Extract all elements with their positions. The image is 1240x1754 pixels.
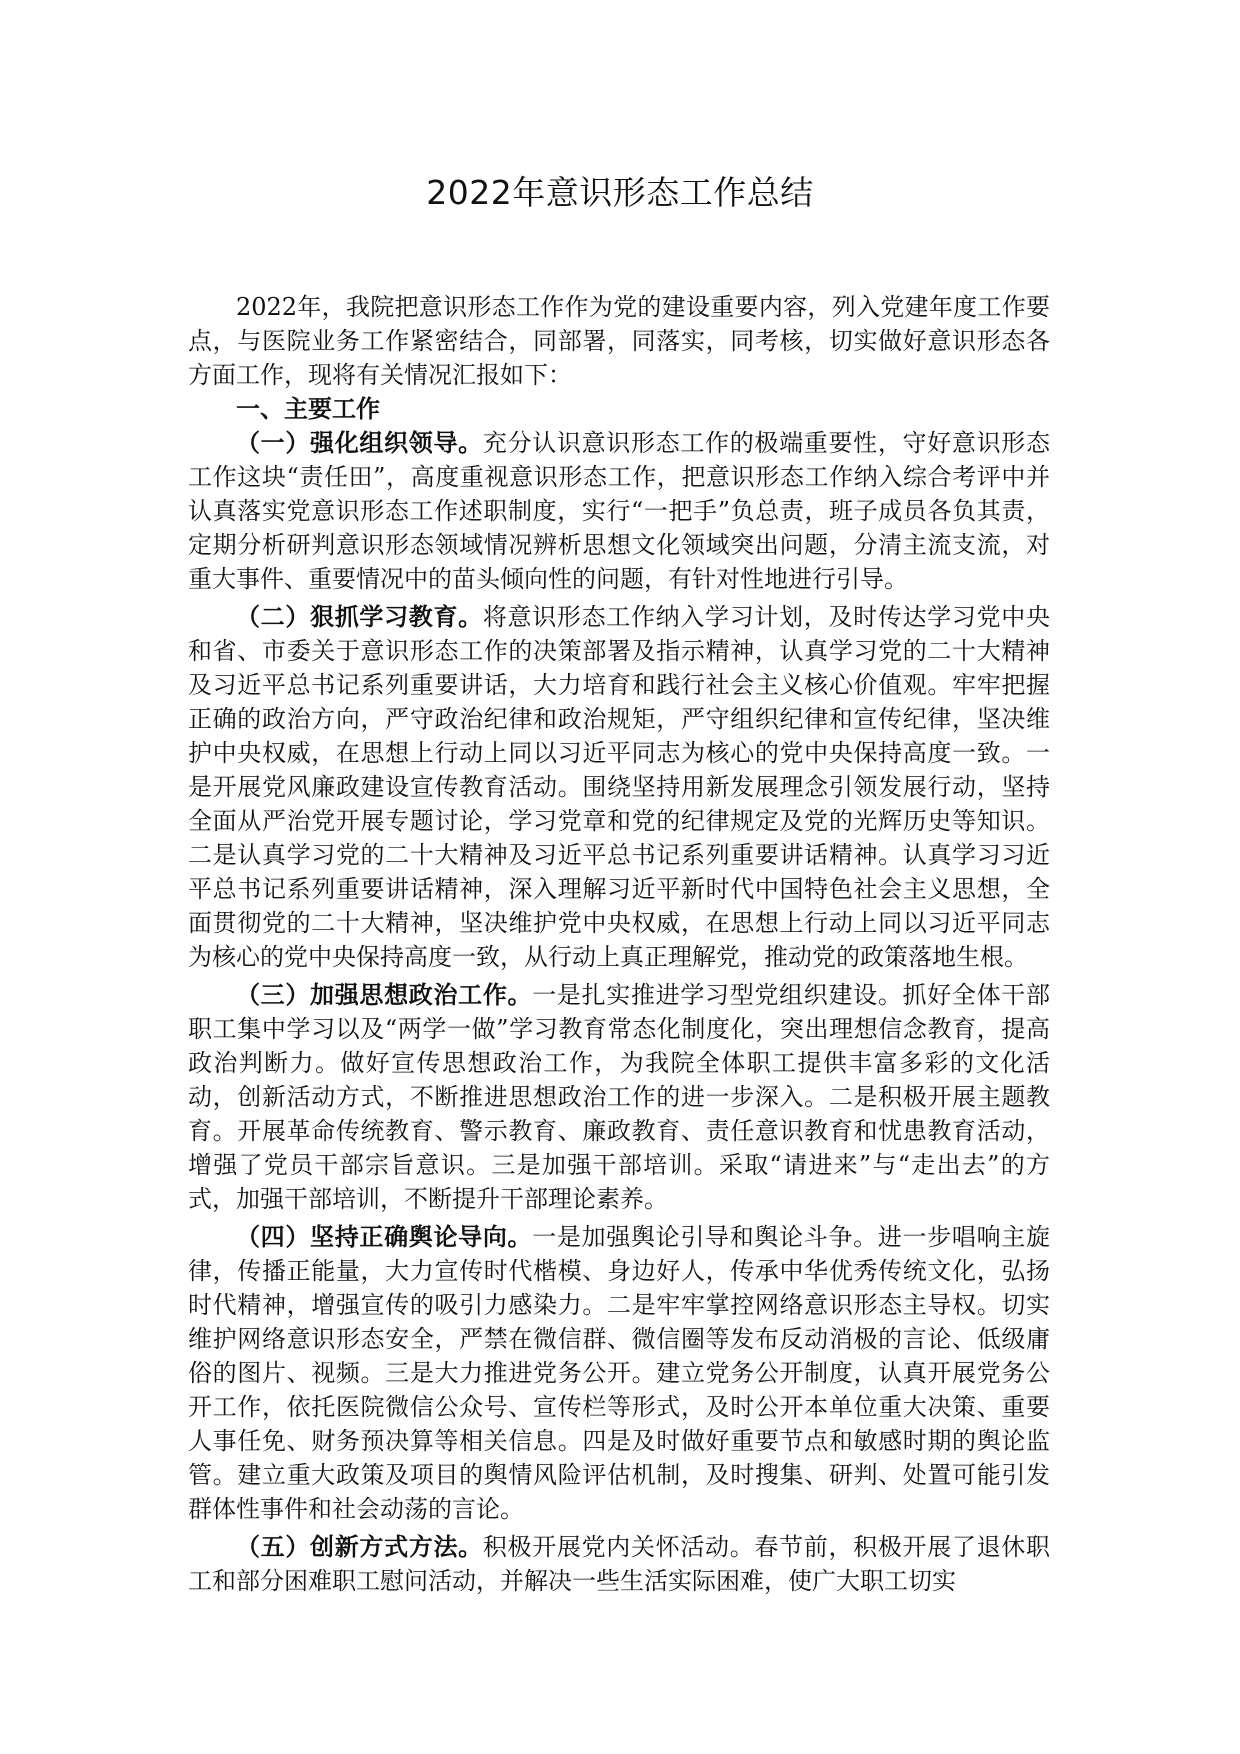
paragraph-study-education bbox=[188, 600, 1050, 974]
paragraph-lead: （五）创新方式方法。 bbox=[236, 1532, 483, 1561]
paragraph-lead: （四）坚持正确舆论导向。 bbox=[236, 1222, 533, 1251]
paragraph-lead: （三）加强思想政治工作。 bbox=[236, 980, 533, 1009]
document-title: 2022年意识形态工作总结 bbox=[426, 173, 814, 212]
paragraph-public-opinion bbox=[188, 1220, 1050, 1526]
section-heading: 一、主要工作 bbox=[236, 394, 380, 423]
paragraph-lead: （二）狠抓学习教育。 bbox=[236, 602, 483, 631]
paragraph-text: 积极开展党内关怀活动。春节前，积极开展了退休职工和部分困难职工慰问活动，并解决一些生活实际困难，使广大职工切实 bbox=[188, 1533, 1050, 1595]
paragraph-lead: （一）强化组织领导。 bbox=[236, 428, 483, 457]
intro-paragraph: 2022年，我院把意识形态工作作为党的建设重要内容，列入党建年度工作要点，与医院业务工作紧密结合，同部署，同落实，同考核，切实做好意识形态各方面工作，现将有关情况汇报如下： bbox=[188, 293, 1050, 389]
paragraph-text: 一是扎实推进学习型党组织建设。抓好全体干部职工集中学习以及“两学一做”学习教育常态化制度化，突出理想信念教育，提高政治判断力。做好宣传思想政治工作，为我院全体职工提供丰富多彩的文化活动，创新活动方式，不断推进思想政治工作的进一步深入。二是积极开展主题教育。开展革命传统教育、警示教育、廉政教育、责任意识教育和忧患教育活动，增强了党员干部宗旨意识。三是加强干部培训。采取“请进来”与“走出去”的方式，加强干部培训，不断提升干部理论素养。 bbox=[188, 981, 1050, 1213]
paragraph-text: 充分认识意识形态工作的极端重要性，守好意识形态工作这块“责任田”，高度重视意识形态工作，把意识形态工作纳入综合考评中并认真落实党意识形态工作述职制度，实行“一把手”负总责，班子成员各负其责，定期分析研判意识形态领域情况辨析思想文化领域突出问题，分清主流支流，对重大事件、重要情况中的苗头倾向性的问题，有针对性地进行引导。 bbox=[188, 429, 1050, 593]
paragraph-ideological-work bbox=[188, 978, 1050, 1216]
paragraph-text: 一是加强舆论引导和舆论斗争。进一步唱响主旋律，传播正能量，大力宣传时代楷模、身边好人，传承中华优秀传统文化，弘扬时代精神，增强宣传的吸引力感染力。二是牢牢掌控网络意识形态主导权。切实维护网络意识形态安全，严禁在微信群、微信圈等发布反动消极的言论、低级庸俗的图片、视频。三是大力推进党务公开。建立党务公开制度，认真开展党务公开工作，依托医院微信公众号、宣传栏等形式，及时公开本单位重大决策、重要人事任免、财务预决算等相关信息。四是及时做好重要节点和敏感时期的舆论监管。建立重大政策及项目的舆情风险评估机制，及时搜集、研判、处置可能引发群体性事件和社会动荡的言论。 bbox=[188, 1223, 1050, 1523]
document-body bbox=[188, 290, 1050, 1598]
paragraph-text: 将意识形态工作纳入学习计划，及时传达学习党中央和省、市委关于意识形态工作的决策部署及指示精神，认真学习党的二十大精神及习近平总书记系列重要讲话，大力培育和践行社会主义核心价值观。牢牢把握正确的政治方向，严守政治纪律和政治规矩，严守组织纪律和宣传纪律，坚决维护中央权威，在思想上行动上同以习近平同志为核心的党中央保持高度一致。一是开展党风廉政建设宣传教育活动。围绕坚持用新发展理念引领发展行动，坚持全面从严治党开展专题讨论，学习党章和党的纪律规定及党的光辉历史等知识。二是认真学习党的二十大精神及习近平总书记系列重要讲话精神。认真学习习近平总书记系列重要讲话精神，深入理解习近平新时代中国特色社会主义思想，全面贯彻党的二十大精神，坚决维护党中央权威，在思想上行动上同以习近平同志为核心的党中央保持高度一致，从行动上真正理解党，推动党的政策落地生根。 bbox=[188, 603, 1050, 971]
paragraph-innovation-methods bbox=[188, 1530, 1050, 1598]
paragraph-organization-leadership bbox=[188, 426, 1050, 596]
